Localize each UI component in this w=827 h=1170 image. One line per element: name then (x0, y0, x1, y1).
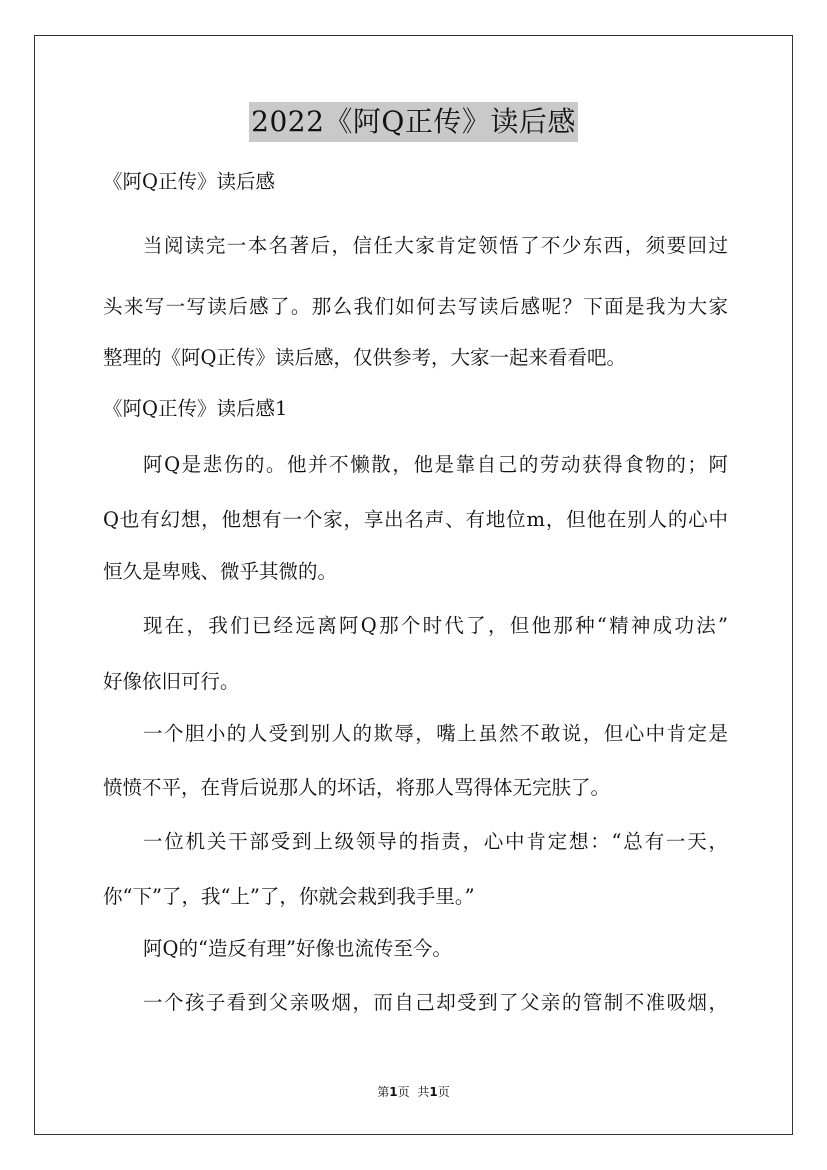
total-prefix: 共 (417, 1085, 430, 1099)
paragraph-line: 恒久是卑贱、微乎其微的。 (103, 560, 338, 583)
page-border (34, 35, 793, 1135)
paragraph-line: 当阅读完一本名著后，信任大家肯定领悟了不少东西，须要回过 (143, 234, 728, 257)
subheading-line: 《阿Q正传》读后感1 (103, 397, 288, 420)
paragraph-line: 愤愤不平，在背后说那人的坏话，将那人骂得体无完肤了。 (103, 776, 611, 799)
paragraph-line: Q也有幻想，他想有一个家，享出名声、有地位m，但他在别人的心中 (103, 508, 728, 531)
paragraph-line: 你“下”了，我“上”了，你就会栽到我手里。” (103, 885, 475, 908)
total-pages: 1 (429, 1085, 438, 1099)
title-container (0, 102, 827, 142)
paragraph-line: 一个孩子看到父亲吸烟，而自己却受到了父亲的管制不准吸烟， (143, 991, 728, 1014)
page-footer (0, 1083, 827, 1100)
page-number: 1 (389, 1085, 398, 1099)
paragraph-line: 一个胆小的人受到别人的欺辱，嘴上虽然不敢说，但心中肯定是 (143, 722, 728, 745)
heading-line: 《阿Q正传》读后感 (103, 170, 275, 193)
paragraph-line: 头来写一写读后感了。那么我们如何去写读后感呢？下面是我为大家 (103, 295, 728, 318)
paragraph-line: 阿Q的“造反有理”好像也流传至今。 (143, 937, 452, 960)
paragraph-line: 整理的《阿Q正传》读后感，仅供参考，大家一起来看看吧。 (103, 346, 626, 369)
page-suffix: 页 (397, 1085, 410, 1099)
paragraph-line: 好像依旧可行。 (103, 670, 240, 693)
paragraph-line: 阿Q是悲伤的。他并不懒散，他是靠自己的劳动获得食物的；阿 (143, 453, 728, 476)
paragraph-line: 现在，我们已经远离阿Q那个时代了，但他那种“精神成功法” (143, 614, 728, 637)
paragraph-line: 一位机关干部受到上级领导的指责，心中肯定想：“总有一天， (143, 830, 728, 853)
total-suffix: 页 (437, 1085, 450, 1099)
document-title: 2022《阿Q正传》读后感 (249, 102, 578, 142)
page-prefix: 第 (377, 1085, 390, 1099)
